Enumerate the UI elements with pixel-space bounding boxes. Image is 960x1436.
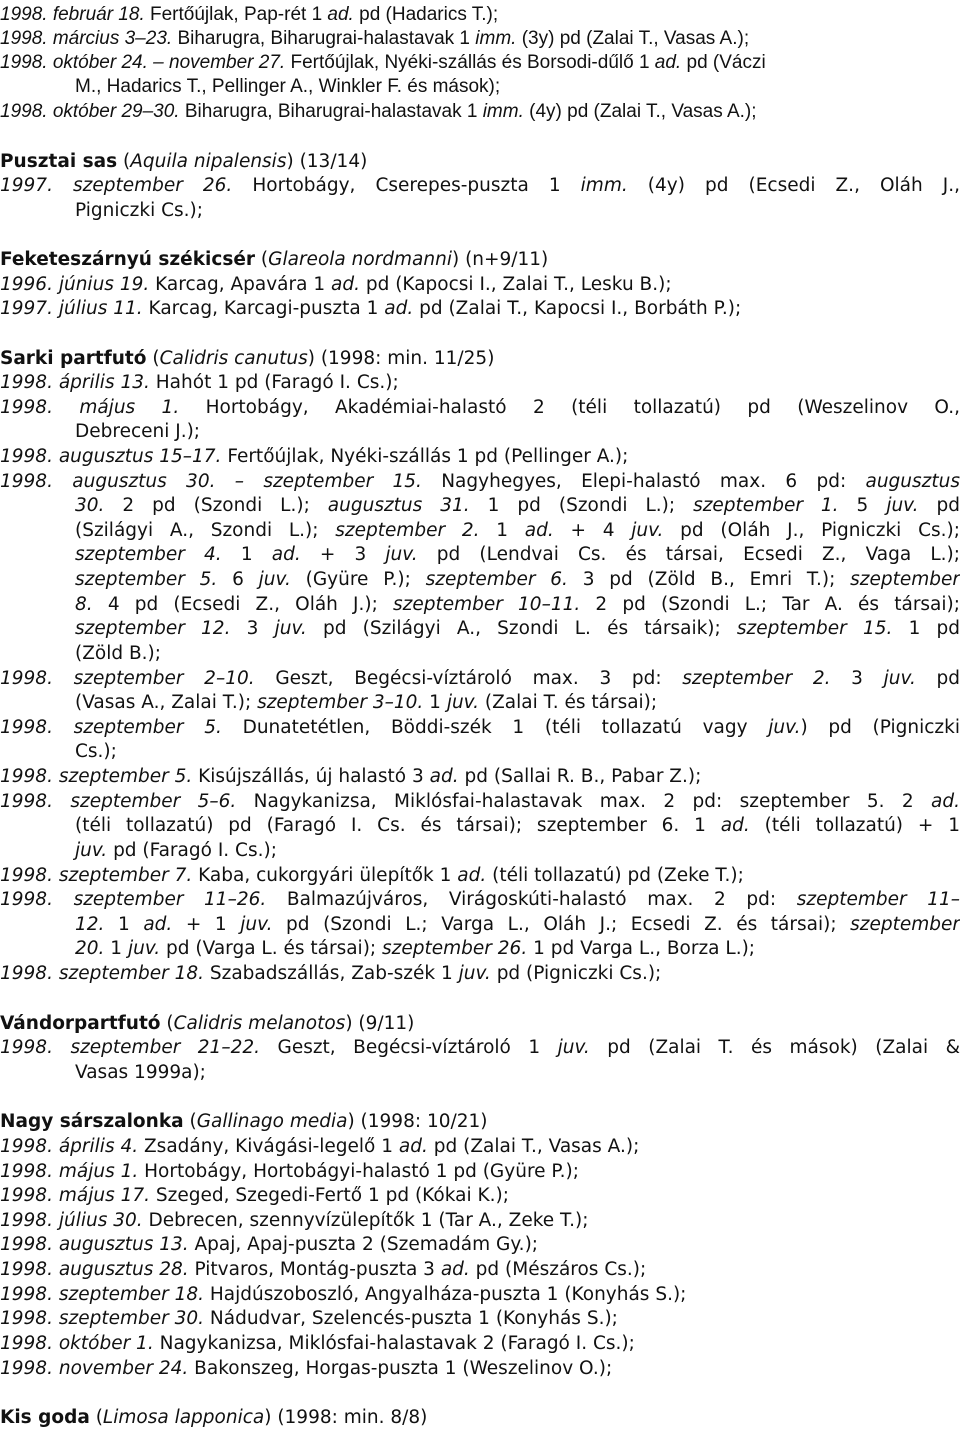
record-line-continuation: szeptember 5. 6 juv. (Gyüre P.); szeptember 6. 3 pd (Zöld B., Emri T.); szeptember — [75, 569, 960, 590]
record-line-continuation: 12. 1 ad. + 1 juv. pd (Szondi L.; Varga L., Oláh J.; Ecsedi Z. és társai); szeptember — [75, 914, 960, 935]
record-line: 1998. szeptember 5. Kisújszállás, új halastó 3 ad. pd (Sallai R. B., Pabar Z.); — [0, 766, 702, 787]
record-line-continuation: (Vasas A., Zalai T.); szeptember 3–10. 1 juv. (Zalai T. és társai); — [75, 692, 658, 713]
record-line: 1998. május 1. Hortobágy, Hortobágyi-halastó 1 pd (Gyüre P.); — [0, 1161, 580, 1182]
record-line-continuation: szeptember 12. 3 juv. pd (Szilágyi A., Szondi L. és társaik); szeptember 15. 1 pd — [75, 618, 960, 639]
record-line: 1998. február 18. Fertőújlak, Pap-rét 1 ad. pd (Hadarics T.); — [0, 4, 499, 25]
species-heading: Kis goda (Limosa lapponica) (1998: min. 8/8) — [0, 1407, 428, 1428]
record-line: 1998. augusztus 28. Pitvaros, Montág-puszta 3 ad. pd (Mészáros Cs.); — [0, 1259, 647, 1280]
species-heading: Nagy sárszalonka (Gallinago media) (1998: 10/21) — [0, 1111, 488, 1132]
record-line-continuation: Cs.); — [75, 741, 117, 762]
record-line-continuation: 8. 4 pd (Ecsedi Z., Oláh J.); szeptember 10–11. 2 pd (Szondi L.; Tar A. és társai); — [75, 594, 960, 615]
record-line-continuation: Pigniczki Cs.); — [75, 200, 204, 221]
species-heading: Vándorpartfutó (Calidris melanotos) (9/11) — [0, 1013, 415, 1034]
record-line: 1998. október 1. Nagykanizsa, Miklósfai-halastavak 2 (Faragó I. Cs.); — [0, 1333, 635, 1354]
record-line: 1998. szeptember 2–10. Geszt, Begécsi-víztároló max. 3 pd: szeptember 2. 3 juv. pd — [0, 668, 960, 689]
species-heading: Feketeszárnyú székicsér (Glareola nordmanni) (n+9/11) — [0, 249, 549, 270]
record-line-continuation: szeptember 4. 1 ad. + 3 juv. pd (Lendvai Cs. és társai, Ecsedi Z., Vaga L.); — [75, 544, 960, 565]
record-line-continuation: (téli tollazatú) pd (Faragó I. Cs. és társai); szeptember 6. 1 ad. (téli tollazatú) + 1 — [75, 815, 960, 836]
record-line: 1998. november 24. Bakonszeg, Horgas-puszta 1 (Weszelinov O.); — [0, 1358, 613, 1379]
species-heading: Sarki partfutó (Calidris canutus) (1998: min. 11/25) — [0, 348, 495, 369]
record-line-continuation: M., Hadarics T., Pellinger A., Winkler F. és mások); — [75, 76, 501, 97]
record-line: 1998. október 29–30. Biharugra, Biharugrai-halastavak 1 imm. (4y) pd (Zalai T., Vasas A.); — [0, 101, 757, 122]
record-line: 1998. szeptember 18. Szabadszállás, Zab-szék 1 juv. pd (Pigniczki Cs.); — [0, 963, 662, 984]
record-line: 1998. május 1. Hortobágy, Akadémiai-halastó 2 (téli tollazatú) pd (Weszelinov O., — [0, 397, 960, 418]
record-line-continuation: 20. 1 juv. pd (Varga L. és társai); szeptember 26. 1 pd Varga L., Borza L.); — [75, 938, 756, 959]
record-line: 1997. július 11. Karcag, Karcagi-puszta 1 ad. pd (Zalai T., Kapocsi I., Borbáth P.); — [0, 298, 742, 319]
record-line: 1998. szeptember 5–6. Nagykanizsa, Miklósfai-halastavak max. 2 pd: szeptember 5. 2 ad. — [0, 791, 960, 812]
record-line: 1998. május 17. Szeged, Szegedi-Fertő 1 pd (Kókai K.); — [0, 1185, 509, 1206]
record-line-continuation: (Szilágyi A., Szondi L.); szeptember 2. 1 ad. + 4 juv. pd (Oláh J., Pigniczki Cs.); — [75, 520, 960, 541]
record-line: 1998. szeptember 5. Dunatetétlen, Böddi-szék 1 (téli tollazatú vagy juv.) pd (Pigniczki — [0, 717, 960, 738]
record-line: 1998. augusztus 13. Apaj, Apaj-puszta 2 (Szemadám Gy.); — [0, 1234, 539, 1255]
record-line: 1998. augusztus 15–17. Fertőújlak, Nyéki-szállás 1 pd (Pellinger A.); — [0, 446, 629, 467]
record-line: 1998. július 30. Debrecen, szennyvízülepítők 1 (Tar A., Zeke T.); — [0, 1210, 589, 1231]
record-line: 1998. március 3–23. Biharugra, Biharugrai-halastavak 1 imm. (3y) pd (Zalai T., Vasas A.); — [0, 28, 750, 49]
record-line-continuation: (Zöld B.); — [75, 643, 161, 664]
record-line: 1998. október 24. – november 27. Fertőújlak, Nyéki-szállás és Borsodi-dűlő 1 ad. pd (Váczi — [0, 52, 766, 73]
record-line: 1997. szeptember 26. Hortobágy, Cserepes-puszta 1 imm. (4y) pd (Ecsedi Z., Oláh J., — [0, 175, 960, 196]
record-line: 1998. szeptember 18. Hajdúszoboszló, Angyalháza-puszta 1 (Konyhás S.); — [0, 1284, 687, 1305]
record-line: 1998. április 4. Zsadány, Kivágási-legelő 1 ad. pd (Zalai T., Vasas A.); — [0, 1136, 640, 1157]
record-line: 1998. szeptember 7. Kaba, cukorgyári ülepítők 1 ad. (téli tollazatú) pd (Zeke T.); — [0, 865, 744, 886]
species-heading: Pusztai sas (Aquila nipalensis) (13/14) — [0, 151, 368, 172]
record-line: 1998. szeptember 30. Nádudvar, Szelencés-puszta 1 (Konyhás S.); — [0, 1308, 618, 1329]
record-line-continuation: Debreceni J.); — [75, 421, 201, 442]
record-line-continuation: 30. 2 pd (Szondi L.); augusztus 31. 1 pd (Szondi L.); szeptember 1. 5 juv. pd — [75, 495, 960, 516]
record-line: 1998. április 13. Hahót 1 pd (Faragó I. Cs.); — [0, 372, 399, 393]
record-line: 1998. augusztus 30. – szeptember 15. Nagyhegyes, Elepi-halastó max. 6 pd: augusztus — [0, 471, 960, 492]
record-line-continuation: Vasas 1999a); — [75, 1062, 206, 1083]
record-line: 1998. szeptember 21–22. Geszt, Begécsi-víztároló 1 juv. pd (Zalai T. és mások) (Zalai & — [0, 1037, 960, 1058]
record-line: 1996. június 19. Karcag, Apavára 1 ad. pd (Kapocsi I., Zalai T., Lesku B.); — [0, 274, 672, 295]
record-line-continuation: juv. pd (Faragó I. Cs.); — [75, 840, 277, 861]
record-line: 1998. szeptember 11–26. Balmazújváros, Virágoskúti-halastó max. 2 pd: szeptember 11– — [0, 889, 960, 910]
